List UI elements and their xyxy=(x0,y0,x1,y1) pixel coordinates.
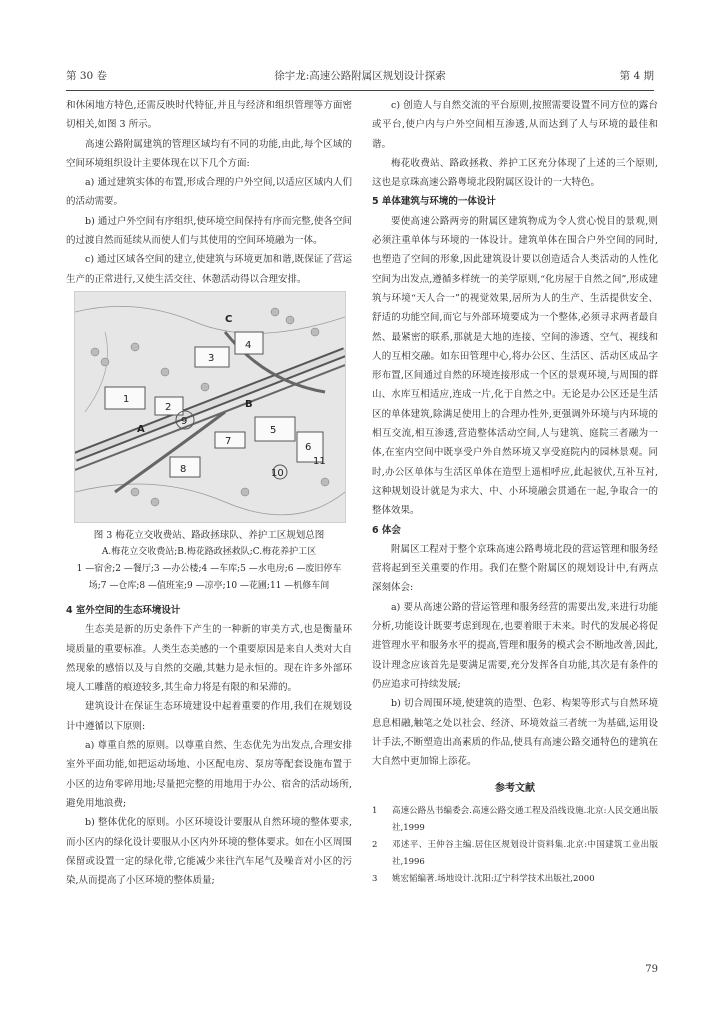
caption-title: 图 3 梅花立交收费站、路政拯球队、养护工区规划总图 xyxy=(93,529,325,541)
plan-label-6: 6 xyxy=(305,441,312,453)
plan-label-b: B xyxy=(245,398,253,410)
volume-label: 第 30 卷 xyxy=(66,70,108,82)
paragraph: b) 切合周围环境,使建筑的造型、色彩、构架等形式与自然环境息息相融,触笔之处以社会、经济、环境效益三者统一为基础,运用设计手法,不断塑造出高素质的作品,使具有高速公路交通特色的建筑在大自然中更加锦上添花。 xyxy=(372,698,658,768)
plan-label-3: 3 xyxy=(208,352,215,364)
section-heading: 6 体会 xyxy=(372,524,401,536)
paragraph: 建筑设计在保证生态环境建设中起着重要的作用,我们在规划设计中遵循以下原则: xyxy=(66,701,352,732)
reference-item xyxy=(372,871,658,888)
reference-text: 高速公路丛书编委会.高速公路交通工程及沿线设施.北京:人民交通出版社,1999 xyxy=(392,805,658,833)
caption-line: A.梅花立交收费站;B.梅花路政拯救队;C.梅花养护工区 xyxy=(101,546,317,557)
figure-caption xyxy=(66,527,352,595)
plan-label-2: 2 xyxy=(165,401,172,413)
references-heading: 参考文献 xyxy=(495,783,535,795)
reference-item xyxy=(372,837,658,871)
paragraph: 高速公路附属建筑的管理区域均有不同的功能,由此,每个区域的空间环境组织设计主要体现在以下几个方面: xyxy=(66,138,352,169)
paragraph: b) 通过户外空间有序组织,使环境空间保持有序而完整,使各空间的过渡自然而延续从而使人们与其使用的空间环境融为一体。 xyxy=(66,215,352,247)
plan-label-a: A xyxy=(137,423,145,435)
caption-line: 1 —宿舍;2 —餐厅;3 —办公楼;4 —车库;5 —水电房;6 —废旧停车 xyxy=(76,563,342,574)
plan-label-9: 9 xyxy=(181,415,188,427)
plan-label-7: 7 xyxy=(225,435,232,447)
paragraph: 梅花收费站、路政拯救、养护工区充分体现了上述的三个原则,这也是京珠高速公路粤境北段附属区设计的一大特色。 xyxy=(372,157,658,189)
paragraph: 要使高速公路两旁的附属区建筑物成为令人赏心悦目的景观,则必须注重单体与环境的一体设计。建筑单体在围合户外空间的同时,也塑造了空间的形象,因此建筑设计要以创造适合人类活动的人性化空间为出发点,遵循多样统一的美学原则,“化房屋于自然之间”,形成建筑与环境“天人合一”的视觉效果,居所为人的生产、生活提供安全、舒适的功能空间,而它与外部环境要成为一个整体,必须寻求两者最自然、最紧密的联系,那就是大地的连接、空间的渗透、空气、视线和人的互相交融。如东田管理中心,将办公区、生活区、活动区成品字形布置,区间通过自然的环境连接形成一个区的景观环境,与周围的群山、水库互相适应,连成一片,化于自然之中。无论是办公区还是生活区的单体建筑,除满足使用上的合理办性外,更强调外环境与内环境的相互交流,相互渗透,营造整体活动空间,人与建筑、庭院三者融为一体,在室内空间中既享受户外自然环境又享受庭院内的园林景观。同时,办公区单体与生活区单体在造型上遥相呼应,此起彼伏,互补互衬,这种规划设计就是为求大、中、小环境融会贯通在一起,争取合一的整体效果。 xyxy=(372,215,658,517)
reference-number: 1 xyxy=(372,805,378,816)
paragraph: a) 通过建筑实体的布置,形成合理的户外空间,以适应区域内人们的活动需要。 xyxy=(66,177,352,208)
plan-label-1: 1 xyxy=(123,393,130,405)
reference-text: 邓述平、王仲谷主编.居住区规划设计资料集.北京:中国建筑工业出版社,1996 xyxy=(392,839,658,867)
plan-label-10: 10 xyxy=(271,467,284,479)
paragraph: b) 整体优化的原则。小区环境设计要服从自然环境的整体要求,而小区内的绿化设计要服从小区内外环境的整体要求。如在小区周围保留或设置一定的绿化带,它能减少来往汽车尾气及噪音对小区的污染,从而提高了小区环境的整体质量; xyxy=(66,817,352,887)
paragraph: 生态美是新的历史条件下产生的一种新的审美方式,也是衡量环境质量的重要标准。人类生态美感的一个重要原因是来自人类对大自然现象的感悟以及与自然的交融,其魅力是永恒的。现在许多外部环境人工雕凿的痕迹较多,其生命力将是有限的和呆滞的。 xyxy=(66,624,352,694)
reference-number: 3 xyxy=(372,873,378,884)
paragraph: 和休闲地方特色,还需反映时代特征,并且与经济和组织管理等方面密切相关,如图 3 所示。 xyxy=(66,100,352,131)
paragraph: a) 尊重自然的原则。以尊重自然、生态优先为出发点,合理安排室外平面功能,如把运动场地、小区配电房、泵房等配套设施布置于小区的边角零碎用地;尽量把完整的用地用于办公、宿舍的活动场所,避免用地浪费; xyxy=(66,740,352,809)
site-plan-figure xyxy=(74,291,346,523)
reference-item xyxy=(372,803,658,837)
article-title: 徐宇龙:高速公路附属区规划设计探索 xyxy=(274,70,446,82)
plan-label-4: 4 xyxy=(245,339,252,351)
issue-label: 第 4 期 xyxy=(619,70,654,82)
plan-label-c: C xyxy=(225,313,233,325)
plan-label-5: 5 xyxy=(270,424,277,436)
header-rule xyxy=(66,90,654,91)
caption-line: 场;7 —仓库;8 —值班室;9 —凉亭;10 —花圃;11 —机修车间 xyxy=(88,580,330,591)
plan-label-11: 11 xyxy=(313,455,326,467)
paragraph: 附属区工程对于整个京珠高速公路粤境北段的营运管理和服务经营将起到至关重要的作用。我们在整个附属区的规划设计中,有两点深刻体会: xyxy=(372,543,658,594)
running-header xyxy=(66,68,654,84)
paragraph: c) 创造人与自然交流的平台原则,按照需要设置不同方位的露台或平台,使户内与户外空间相互渗透,从而达到了人与环境的最佳和谐。 xyxy=(372,100,658,150)
section-heading: 4 室外空间的生态环境设计 xyxy=(66,604,181,616)
left-column xyxy=(66,96,352,890)
section-heading: 5 单体建筑与环境的一体设计 xyxy=(372,196,496,208)
site-plan-drawing xyxy=(75,292,345,522)
page-number: 79 xyxy=(645,964,658,975)
reference-text: 姚宏韬编著.场地设计.沈阳:辽宁科学技术出版社,2000 xyxy=(392,873,595,884)
paragraph: c) 通过区域各空间的建立,使建筑与环境更加和谐,既保证了营运生产的正常进行,又使生活交往、休憩活动得以合理安排。 xyxy=(66,254,352,285)
plan-label-8: 8 xyxy=(180,463,187,475)
right-column xyxy=(372,96,658,888)
paragraph: a) 要从高速公路的营运管理和服务经营的需要出发,来进行功能分析,功能设计既要考虑到现在,也要着眼于未来。时代的发展必将促进管理水平和服务水平的提高,管理和服务的模式会不断地改善,因此,设计理念应该首先是要满足需要,充分发挥各自功能,其次是有条件的仍应追求可持续发展; xyxy=(372,601,658,690)
reference-number: 2 xyxy=(372,839,378,850)
